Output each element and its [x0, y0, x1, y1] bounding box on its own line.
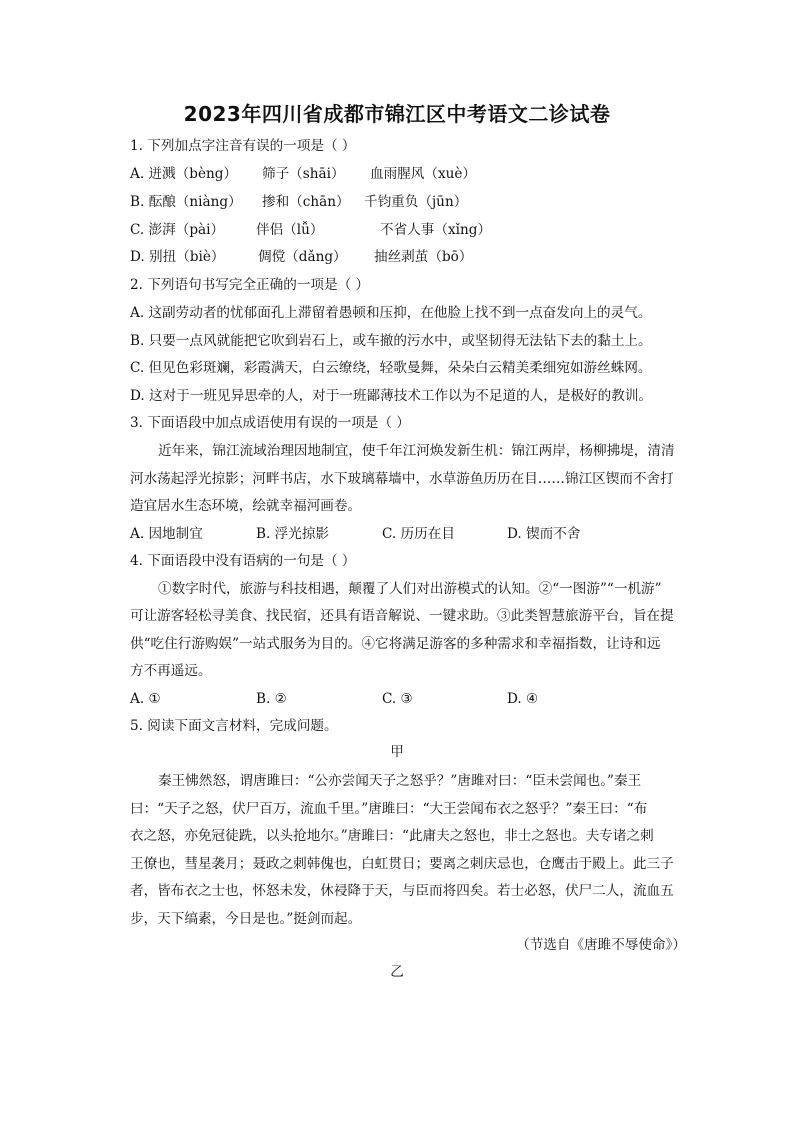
q1-c-term1: C. 澎湃（pài）: [130, 222, 225, 238]
q1-d-term2: 倜傥（dǎng）: [258, 249, 347, 265]
q4-passage-line-3: 供“吃住行游购娱”一站式服务为目的。④它将满足游客的多种需求和幸福指数，让诗和远: [130, 636, 661, 652]
q2-option-d: D. 这对于一班见异思牵的人，对于一班鄙薄技术工作以为不足道的人，是极好的教训。: [130, 388, 653, 404]
q1-c-term2: 伴侣（lǚ）: [256, 222, 324, 238]
q1-b-term3: 千钧重负（jūn）: [364, 194, 468, 210]
q3-options: [130, 525, 690, 543]
q3-option-d: D. 锲而不舍: [507, 526, 581, 542]
q3-option-c: C. 历历在目: [382, 526, 455, 542]
q3-passage-line-3: 造宜居水生态环境，绘就幸福河画卷。: [130, 498, 362, 514]
q3-passage-line-2: 河水荡起浮光掠影；河畔书店，水下玻璃幕墙中，水草游鱼历历在目……锦江区锲而不舍打: [130, 471, 674, 487]
q1-stem: 1. 下列加点字注音有误的一项是（ ）: [130, 138, 356, 154]
q4-passage-line-2: 可让游客轻松寻美食、找民宿，还具有语音解说、一键求助。③此类智慧旅游平台，旨在提: [130, 608, 674, 624]
q2-option-a: A. 这副劳动者的忧郁面孔上滞留着愚顿和压抑，在他脸上找不到一点奋发向上的灵气。: [130, 305, 652, 321]
q2-option-c: C. 但见色彩斑斓，彩霞满天，白云缭绕，轻歌曼舞，朵朵白云精美柔细宛如游丝蛛网。: [130, 360, 652, 376]
q1-a-term3: 血雨腥风（xuè）: [370, 166, 477, 182]
q5-yi-label: 乙: [390, 964, 404, 980]
q5-jia-line-3: 衣之怒，亦免冠徒跣，以头抢地尔。”唐雎曰：“此庸夫之怒也，非士之怒也。夫专诸之刺: [130, 828, 654, 844]
q5-jia-line-5: 者，皆布衣之士也，怀怒未发，休祲降于天，与臣而将四矣。若士必怒，伏尸二人，流血五: [130, 883, 674, 899]
q3-stem: 3. 下面语段中加点成语使用有误的一项是（ ）: [130, 415, 410, 431]
q1-option-d: [130, 248, 690, 266]
q1-option-b: [130, 193, 690, 211]
q2-stem: 2. 下列语句书写完全正确的一项是（ ）: [130, 277, 370, 293]
q3-option-a: A. 因地制宜: [130, 526, 203, 542]
q3-passage-line-1: 近年来，锦江流域治理因地制宜，使千年江河焕发新生机：锦江两岸，杨柳拂堤，清清: [158, 443, 675, 459]
q5-jia-line-6: 步，天下缟素，今日是也。”挺剑而起。: [130, 911, 362, 927]
q4-passage-line-1: ①数字时代，旅游与科技相遇，颠覆了人们对出游模式的认知。②“一图游”“一机游”: [158, 581, 662, 597]
q1-b-term1: B. 酝酿（niàng）: [130, 194, 242, 210]
q1-a-term1: A. 迸溅（bèng）: [130, 166, 238, 182]
q1-option-a: [130, 165, 690, 183]
q1-d-term3: 抽丝剥茧（bō）: [374, 249, 473, 265]
q4-stem: 4. 下面语段中没有语病的一句是（ ）: [130, 553, 356, 569]
q5-jia-line-1: 秦王怫然怒，谓唐雎曰：“公亦尝闻天子之怒乎？”唐雎对曰：“臣未尝闻也。”秦王: [158, 773, 642, 789]
q5-jia-label: 甲: [390, 744, 404, 760]
q5-jia-line-4: 王僚也，彗星袭月；聂政之刺韩傀也，白虹贯日；要离之刺庆忌也，仓鹰击于殿上。此三子: [130, 856, 674, 872]
q1-a-term2: 筛子（shāi）: [262, 166, 345, 182]
q5-source: （节选自《唐雎不辱使命》）: [516, 937, 686, 953]
page-title: 2023年四川省成都市锦江区中考语文二诊试卷: [183, 102, 611, 126]
q3-option-b: B. 浮光掠影: [256, 526, 330, 542]
q1-c-term3: 不省人事（xǐng）: [380, 222, 492, 238]
q4-option-c: C. ③: [382, 691, 413, 707]
q2-option-b: B. 只要一点风就能把它吹到岩石上，或车撤的污水中，或坚韧得无法钻下去的黏土上。: [130, 333, 652, 349]
q4-option-b: B. ②: [256, 691, 287, 707]
q5-stem: 5. 阅读下面文言材料，完成问题。: [130, 718, 338, 734]
q1-d-term1: D. 别扭（biè）: [130, 249, 225, 265]
q1-b-term2: 掺和（chān）: [262, 194, 350, 210]
q4-option-d: D. ④: [507, 691, 539, 707]
q1-option-c: [130, 221, 690, 239]
q5-jia-line-2: 曰：“天子之怒，伏尸百万，流血千里。”唐雎曰：“大王尝闻布衣之怒乎？”秦王曰：“布: [130, 801, 648, 817]
q4-option-a: A. ①: [130, 691, 161, 707]
q4-options: [130, 690, 690, 708]
q4-passage-line-4: 方不再遥远。: [130, 663, 212, 679]
